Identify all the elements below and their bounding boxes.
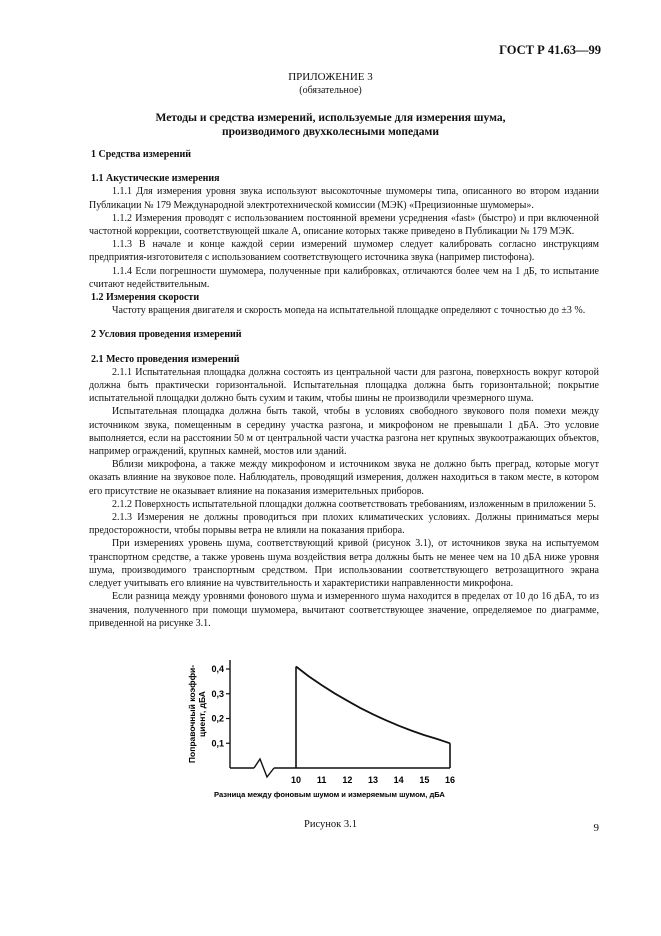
- y-tick-group: [211, 664, 230, 748]
- paragraph-2-1-1b: Испытательная площадка должна быть такой, чтобы в условиях свободного звукового поля помехи между источником звука, помещенным в середину участка разгона, и микрофоном не превышали 1 дБA. Это условие выполняется, если на расстоянии 50 м от центральной части участка разгона нет крупных звукоотражающих объектов, например ограждений, крупных камней, мостов или зданий.: [89, 406, 599, 458]
- y-axis-label-line-2: циент, дБА: [197, 691, 207, 737]
- y-axis-label-line-1: Поправочный коэффи-: [187, 664, 197, 764]
- paragraph-1-2: Частоту вращения двигателя и скорость мопеда на испытательной площадке определяют с точностью до ±3 %.: [112, 305, 586, 317]
- document-body: [89, 148, 599, 630]
- figure-caption: Рисунок 3.1: [304, 819, 357, 830]
- appendix-status: (обязательное): [299, 85, 362, 96]
- paragraph-1-1-2: 1.1.2 Измерения проводят с использованием постоянной времени усреднения «fast» (быстро) и при включенной частотной коррекции, соответствующей шкале A, описание которых также приведено в Публикации № 179 МЭК.: [89, 212, 599, 238]
- paragraph-1-1-4: 1.1.4 Если погрешности шумомера, полученные при калибровках, отличаются более чем на 1 дБ, то испытание считают недействительным.: [89, 265, 599, 290]
- paragraph-1-1-1: 1.1.1 Для измерения уровня звука используют высокоточные шумомеры типа, описанного во втором издании Публикации № 179 Международной электротехнической комиссии (МЭК) «Прецизионные шумомеры».: [89, 186, 599, 211]
- paragraph-2-1-3: 2.1.3 Измерения не должны проводиться при плохих климатических условиях. Должны приниматься меры предосторожности, чтобы порывы ветра не влияли на показания прибора.: [89, 512, 599, 537]
- paragraph-2-1-3b: При измерениях уровень шума, соответствующий кривой (рисунок 3.1), от источников звука на испытуемом транспортном средстве, а также уровень шума воздействия ветра должны быть не менее чем на 10 дБA ниже уровня шума, производимого транспортным средством. При использовании соответствующего ветрозащитного экрана следует учитывать его влияние на чувствительность и характеристики направленности микрофона.: [89, 538, 599, 590]
- y-tick-label: 0,1: [211, 738, 224, 749]
- x-tick-label: 12: [342, 775, 353, 785]
- x-tick-label: 14: [393, 775, 404, 785]
- correction-curve: [296, 667, 450, 744]
- y-tick-label: 0,3: [211, 688, 224, 699]
- y-tick-label: 0,4: [211, 664, 224, 674]
- x-axis-break-mark: [254, 759, 274, 777]
- document-id: ГОСТ Р 41.63—99: [499, 43, 601, 57]
- appendix-title: [0, 111, 661, 139]
- section-1-2-heading: 1.2 Измерения скорости: [91, 292, 200, 304]
- paragraph-2-1-1: 2.1.1 Испытательная площадка должна состоять из центральной части для разгона, поверхность вокруг которой должна быть практически горизонтальной. Испытательная площадка должна быть горизонтальной; покрытие испытательной площадки должно быть сухим и таким, чтобы шины не производили чрезмерного шума.: [89, 366, 599, 405]
- section-1-1-heading: 1.1 Акустические измерения: [91, 173, 220, 185]
- appendix-label: ПРИЛОЖЕНИЕ 3: [288, 71, 373, 83]
- x-tick-label: 10: [290, 775, 302, 785]
- title-line-2: производимого двухколесными мопедами: [222, 126, 439, 138]
- correction-chart-svg: [180, 655, 480, 825]
- paragraph-1-1-3: 1.1.3 В начале и конце каждой серии измерений шумомер следует калибровать согласно инструкциям предприятия-изготовителя с использованием соответствующего источника звука (например пистофона).: [89, 239, 599, 264]
- x-tick-group: [291, 775, 455, 785]
- x-tick-label: 11: [316, 775, 327, 785]
- appendix-heading: [0, 71, 661, 97]
- section-1-heading: 1 Средства измерений: [91, 149, 192, 160]
- paragraph-2-1-2: 2.1.2 Поверхность испытательной площадки должна соответствовать требованиям, изложенным в приложении 5.: [112, 498, 596, 510]
- y-axis-label: [187, 665, 207, 763]
- section-2-heading: 2 Условия проведения измерений: [91, 329, 242, 341]
- x-axis-label: Разница между фоновым шумом и измеряемым шумом, дБА: [214, 790, 445, 799]
- paragraph-2-1-1c: Вблизи микрофона, а также между микрофоном и источником звука не должно быть преград, которые могут оказать влияние на звуковое поле. Наблюдатель, проводящий измерения, должен находиться в таком месте, в котором его присутствие не оказывает влияние на показания измерительных приборов.: [89, 459, 599, 497]
- page-number: 9: [593, 822, 599, 834]
- title-line-1: Методы и средства измерений, используемые для измерения шума,: [155, 112, 506, 124]
- x-tick-label: 13: [367, 775, 379, 785]
- section-2-1-heading: 2.1 Место проведения измерений: [91, 353, 240, 365]
- y-tick-label: 0,2: [211, 713, 224, 724]
- paragraph-2-1-3c: Если разница между уровнями фонового шума и измеренного шума находится в пределах от 10 до 16 дБA, то из значения, полученного при помощи шумомера, вычитают соответствующее значение, определяемое по диаграмме, приведенной на рисунке 3.1.: [89, 591, 599, 629]
- x-tick-label: 16: [444, 775, 456, 785]
- x-tick-label: 15: [419, 775, 430, 785]
- figure-3-1-chart: [180, 655, 480, 825]
